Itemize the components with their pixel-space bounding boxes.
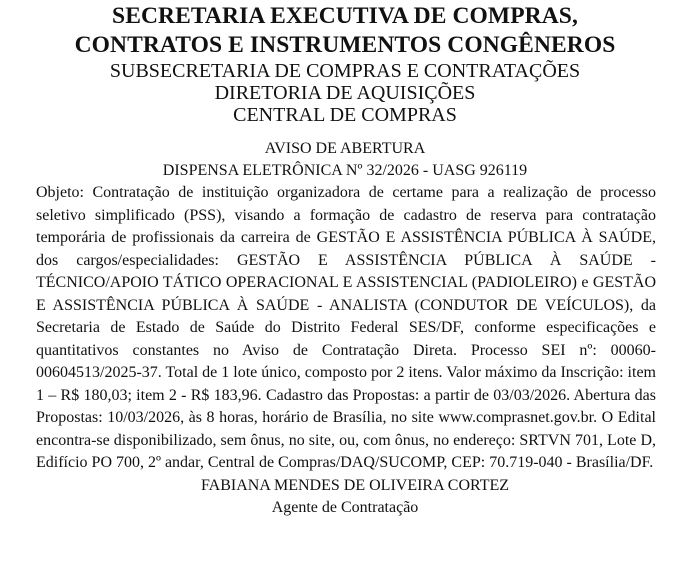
- secretariat-title-line2: CONTRATOS E INSTRUMENTOS CONGÊNEROS: [74, 32, 616, 58]
- notice-body: Objeto: Contratação de instituição organizadora de certame para a realização de processo seletivo simplificado (PSS), visando a formação de cadastro de reserva para contratação temporária de profissionais da carreira de GESTÃO E ASSISTÊNCIA PÚBLICA À SAÚDE, dos cargos/especialidades: GESTÃO E ASSISTÊNCIA PÚBLICA À SAÚDE - TÉCNICO/APOIO TÁTICO OPERACIONAL E ASSISTENCIAL (PADIOLEIRO) e GESTÃO E ASSISTÊNCIA PÚBLICA À SAÚDE - ANALISTA (CONDUTOR DE VEÍCULOS), da Secretaria de Estado de Saúde do Distrito Federal SES/DF, conforme especificações e quantitativos constantes no Aviso de Contratação Direta. Processo SEI nº: 00060-00604513/2025-37. Total de 1 lote único, composto por 2 itens. Valor máximo da Inscrição: item 1 – R$ 180,03; item 2 - R$ 183,96. Cadastro das Propostas: a partir de 03/03/2026. Abertura das Propostas: 10/03/2026, às 8 horas, horário de Brasília, no site www.comprasnet.gov.br. O Edital encontra-se disponibilizado, sem ônus, no site, ou, com ônus, no endereço: SRTVN 701, Lote D, Edifício PO 700, 2º andar, Central de Compras/DAQ/SUCOMP, CEP: 70.719-040 - Brasília/DF.: [36, 184, 656, 471]
- central-title: CENTRAL DE COMPRAS: [233, 104, 457, 126]
- subsecretariat-title: SUBSECRETARIA DE COMPRAS E CONTRATAÇÕES: [109, 60, 581, 82]
- signatory-role: Agente de Contratação: [271, 498, 419, 516]
- secretariat-title-line1: SECRETARIA EXECUTIVA DE COMPRAS,: [112, 3, 578, 29]
- signature-block: [0, 475, 690, 519]
- notice-heading: [0, 138, 690, 182]
- notice-subtitle: DISPENSA ELETRÔNICA Nº 32/2026 - UASG 926119: [162, 162, 528, 179]
- signatory-name: FABIANA MENDES DE OLIVEIRA CORTEZ: [200, 476, 510, 494]
- directorate-title: DIRETORIA DE AQUISIÇÕES: [214, 82, 476, 104]
- document-header: [0, 0, 690, 126]
- notice-title: AVISO DE ABERTURA: [264, 140, 426, 157]
